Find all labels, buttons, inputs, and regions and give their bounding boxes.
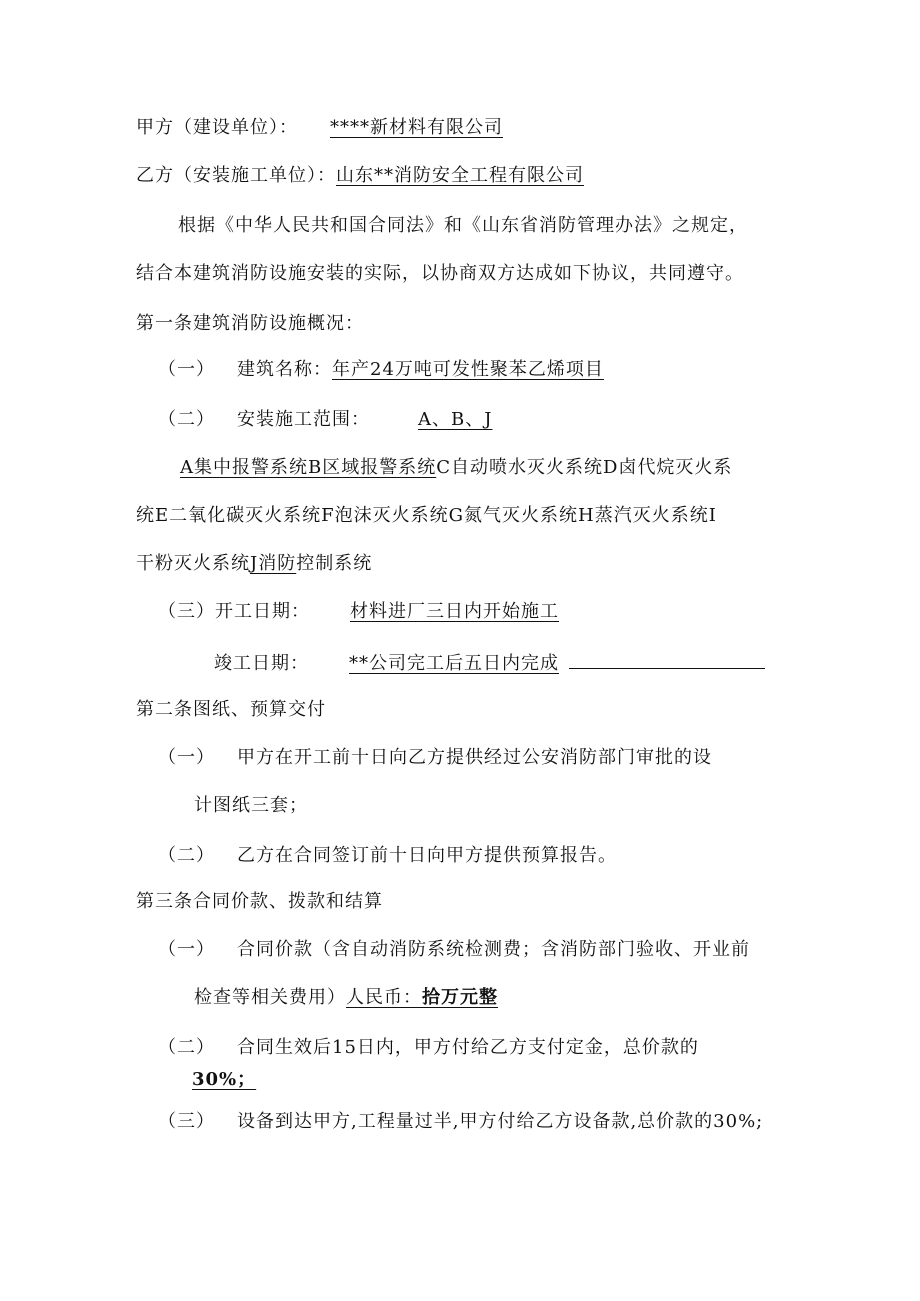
article1-heading: 第一条建筑消防设施概况： — [136, 313, 364, 334]
article3-item1-line-2-a: 检查等相关费用） — [194, 987, 346, 1008]
article3-item1-text: 合同价款（含自动消防系统检测费；含消防部门验收、开业前 — [237, 939, 750, 960]
article3-item2-text: 合同生效后15日内，甲方付给乙方支付定金，总价款的 — [237, 1037, 699, 1058]
party-b-line — [136, 164, 584, 188]
completion-blank-line — [569, 650, 765, 669]
article3-item1-line-2 — [194, 986, 498, 1010]
article3-item2 — [158, 1036, 699, 1060]
article3-deposit-percent: 30%； — [192, 1069, 257, 1090]
systems-line-3-underlined: J消防 — [250, 553, 297, 574]
article3-heading: 第三条合同价款、拨款和结算 — [136, 891, 383, 912]
article3-item2-number: （二） — [158, 1037, 215, 1058]
systems-line-1 — [180, 456, 732, 480]
party-a-value: ****新材料有限公司 — [330, 117, 503, 138]
article3-item3-number: （三） — [158, 1111, 215, 1132]
article2-heading: 第二条图纸、预算交付 — [136, 699, 326, 720]
article3-price-prefix: 人民币： — [346, 987, 422, 1008]
party-b-label: 乙方（安装施工单位）： — [136, 165, 336, 186]
article3-item2-line-2 — [192, 1068, 256, 1092]
article3-item3 — [158, 1110, 763, 1134]
party-b-value: 山东**消防安全工程有限公司 — [336, 165, 584, 186]
article2-item1-text: 甲方在开工前十日向乙方提供经过公安消防部门审批的设 — [237, 747, 712, 768]
intro-line-1: 根据《中华人民共和国合同法》和《山东省消防管理办法》之规定， — [178, 215, 748, 236]
article1-item1-label: 建筑名称： — [237, 359, 332, 380]
article2-item1 — [158, 746, 712, 770]
article1-item2-value: A、B、J — [418, 409, 493, 430]
article1-item2-number: （二） — [158, 409, 215, 430]
article3-item3-text: 设备到达甲方,工程量过半,甲方付给乙方设备款,总价款的30%; — [237, 1111, 764, 1132]
article1-item1-number: （一） — [158, 359, 215, 380]
article1-item3 — [158, 600, 559, 624]
intro-line-2: 结合本建筑消防设施安装的实际，以协商双方达成如下协议，共同遵守。 — [136, 263, 744, 284]
party-a-line — [136, 116, 503, 140]
article2-item2-number: （二） — [158, 845, 215, 866]
article2-item2 — [158, 844, 617, 868]
article1-item3-value: 材料进厂三日内开始施工 — [350, 601, 559, 622]
article3-item1-number: （一） — [158, 939, 215, 960]
article2-item1-line-2: 计图纸三套； — [194, 795, 308, 816]
article3-item1 — [158, 938, 750, 962]
article1-item2 — [158, 408, 492, 432]
completion-label: 竣工日期： — [214, 653, 309, 674]
article3-price-amount: 拾万元整 — [422, 987, 498, 1008]
systems-line-2: 统E二氧化碳灭火系统F泡沫灭火系统G氮气灭火系统H蒸汽灭火系统I — [136, 505, 717, 526]
article1-item1-value: 年产24万吨可发性聚苯乙烯项目 — [332, 359, 604, 380]
systems-line-3-b: 控制系统 — [296, 553, 373, 574]
systems-line-3 — [136, 552, 372, 576]
completion-line — [214, 650, 765, 676]
article1-item3-label: 开工日期： — [215, 601, 310, 622]
systems-line-3-a: 干粉灭火系统 — [136, 553, 250, 574]
article1-item3-number: （三） — [158, 601, 215, 622]
article1-item2-label: 安装施工范围： — [237, 409, 370, 430]
party-a-label: 甲方（建设单位）： — [136, 117, 298, 138]
completion-value: **公司完工后五日内完成 — [349, 653, 559, 674]
article2-item1-number: （一） — [158, 747, 215, 768]
systems-line-1-underlined: A集中报警系统B区域报警系统 — [180, 457, 437, 478]
article1-item1 — [158, 358, 604, 382]
systems-line-1-rest: C自动喷水灭火系统D卤代烷灭火系 — [436, 457, 733, 478]
article2-item2-text: 乙方在合同签订前十日向甲方提供预算报告。 — [237, 845, 617, 866]
